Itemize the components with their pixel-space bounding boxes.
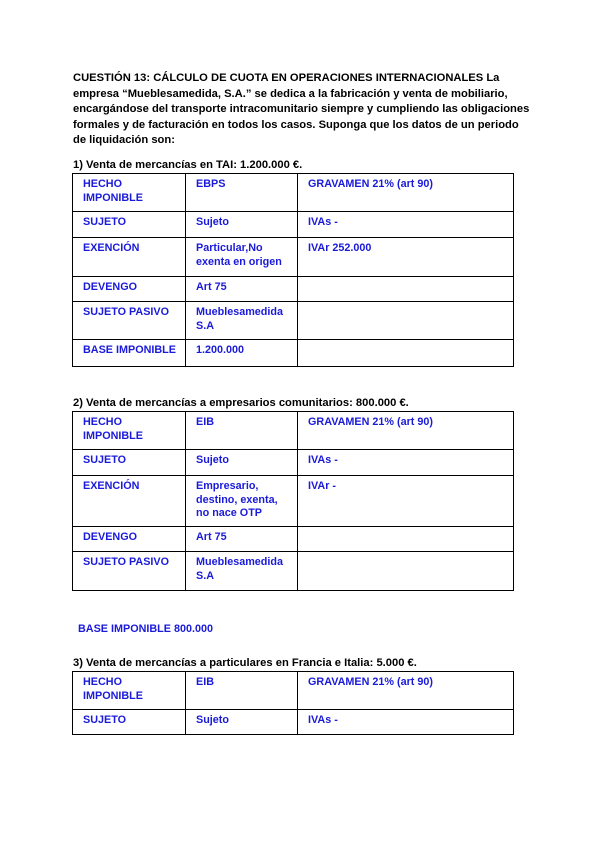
section-2-heading: 2) Venta de mercancías a empresarios comunitarios: 800.000 €. [73,397,409,409]
table-cell [298,277,514,302]
table-cell: HECHO IMPONIBLE [73,174,186,212]
table-cell: IVAr 252.000 [298,238,514,277]
section-3-table [72,671,514,735]
table-row [73,302,514,340]
table-cell: SUJETO PASIVO [73,552,186,591]
table-row [73,212,514,238]
table-cell: 1.200.000 [186,340,298,367]
table-row [73,277,514,302]
table-cell [298,302,514,340]
table-cell: GRAVAMEN 21% (art 90) [298,412,514,450]
table-cell: Art 75 [186,277,298,302]
table-cell: SUJETO [73,450,186,476]
table-cell: Empresario, destino, exenta, no nace OTP [186,476,298,527]
intro-paragraph: CUESTIÓN 13: CÁLCULO DE CUOTA EN OPERACIONES INTERNACIONALES La empresa “Mueblesamedida, S.A.” se dedica a la fabricación y venta de mobiliario, encargándose del transporte intracomunitario siempre y cumpliendo las obligaciones formales y de facturación en todos los casos. Suponga que los datos de un periodo de liquidación son: [73,72,530,147]
table-cell: Mueblesamedida S.A [186,552,298,591]
table-cell: SUJETO [73,212,186,238]
section-2-table [72,411,514,591]
table-cell: Mueblesamedida S.A [186,302,298,340]
table-row [73,174,514,212]
table-cell: HECHO IMPONIBLE [73,412,186,450]
table-cell: GRAVAMEN 21% (art 90) [298,174,514,212]
table-row [73,672,514,710]
base-imponible-line: BASE IMPONIBLE 800.000 [78,623,214,635]
table-cell: Sujeto [186,212,298,238]
table-cell [298,552,514,591]
table-row [73,710,514,735]
table-row [73,527,514,552]
table-cell: Sujeto [186,710,298,735]
table-cell: BASE IMPONIBLE [73,340,186,367]
section-3-heading: 3) Venta de mercancías a particulares en Francia e Italia: 5.000 €. [73,657,417,669]
table-cell: Particular,No exenta en origen [186,238,298,277]
table-row [73,340,514,367]
table-cell: EXENCIÓN [73,476,186,527]
table-cell: SUJETO PASIVO [73,302,186,340]
table-cell: IVAs - [298,212,514,238]
table-row [73,412,514,450]
table-cell: Art 75 [186,527,298,552]
table-cell: EBPS [186,174,298,212]
table-cell: EIB [186,412,298,450]
table-cell: IVAs - [298,450,514,476]
table-cell: GRAVAMEN 21% (art 90) [298,672,514,710]
table-row [73,476,514,527]
section-1-table [72,173,514,367]
table-row [73,238,514,277]
table-cell [298,527,514,552]
table-cell: IVAs - [298,710,514,735]
table-cell: DEVENGO [73,527,186,552]
section-1-heading: 1) Venta de mercancías en TAI: 1.200.000 €. [73,159,303,171]
table-cell: EIB [186,672,298,710]
table-cell: SUJETO [73,710,186,735]
table-row [73,450,514,476]
table-cell: HECHO IMPONIBLE [73,672,186,710]
table-row [73,552,514,591]
table-cell: EXENCIÓN [73,238,186,277]
table-cell: IVAr - [298,476,514,527]
table-cell: DEVENGO [73,277,186,302]
table-cell [298,340,514,367]
table-cell: Sujeto [186,450,298,476]
